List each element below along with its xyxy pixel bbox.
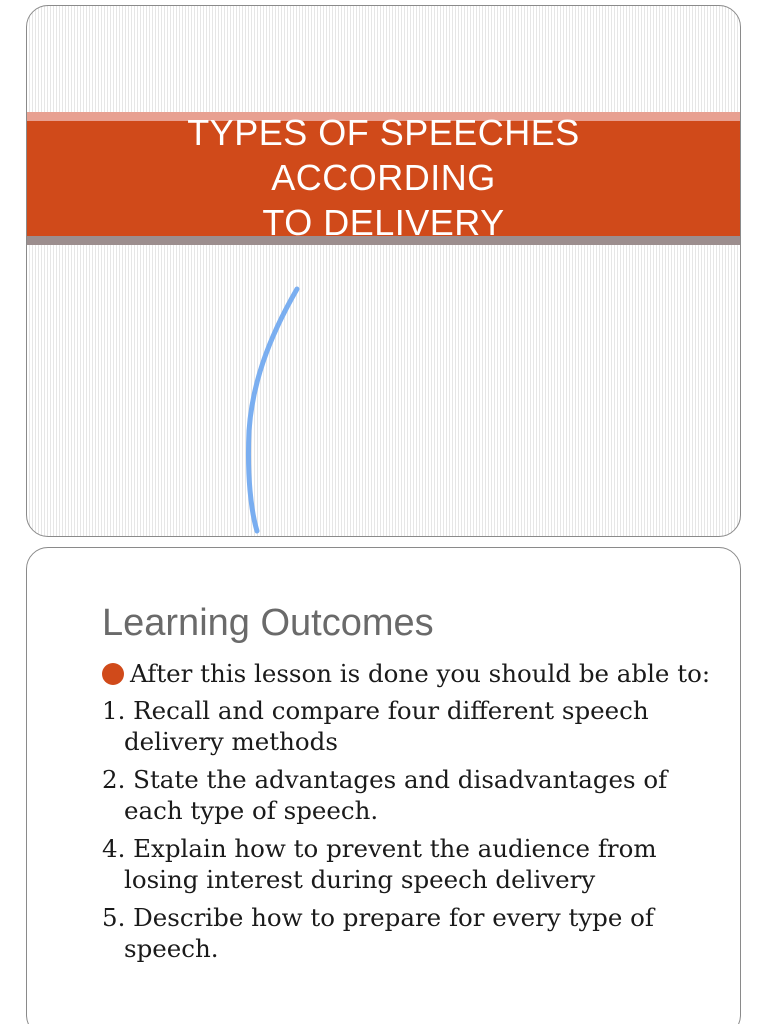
- learning-outcomes-slide[interactable]: [26, 547, 741, 1024]
- outcomes-body: [102, 658, 712, 971]
- outcomes-heading: Learning Outcomes: [102, 602, 434, 644]
- slide-title-line-1: TYPES OF SPEECHES: [187, 112, 580, 153]
- outcome-item: 1. Recall and compare four different speech delivery methods: [102, 696, 649, 756]
- slide-title-line-2: ACCORDING: [271, 157, 496, 198]
- outcome-item: 5. Describe how to prepare for every type of speech.: [102, 903, 654, 963]
- outcomes-intro-text: After this lesson is done you should be able to:: [130, 659, 711, 688]
- outcome-item: 2. State the advantages and disadvantages of each type of speech.: [102, 765, 668, 825]
- outcome-item: 4. Explain how to prevent the audience from losing interest during speech delivery: [102, 834, 657, 894]
- slide-title-line-3: TO DELIVERY: [262, 202, 505, 243]
- outcomes-intro: [102, 658, 712, 689]
- pen-stroke-annotation: [27, 6, 741, 537]
- bullet-dot-icon: [102, 663, 124, 685]
- title-slide[interactable]: [26, 5, 741, 537]
